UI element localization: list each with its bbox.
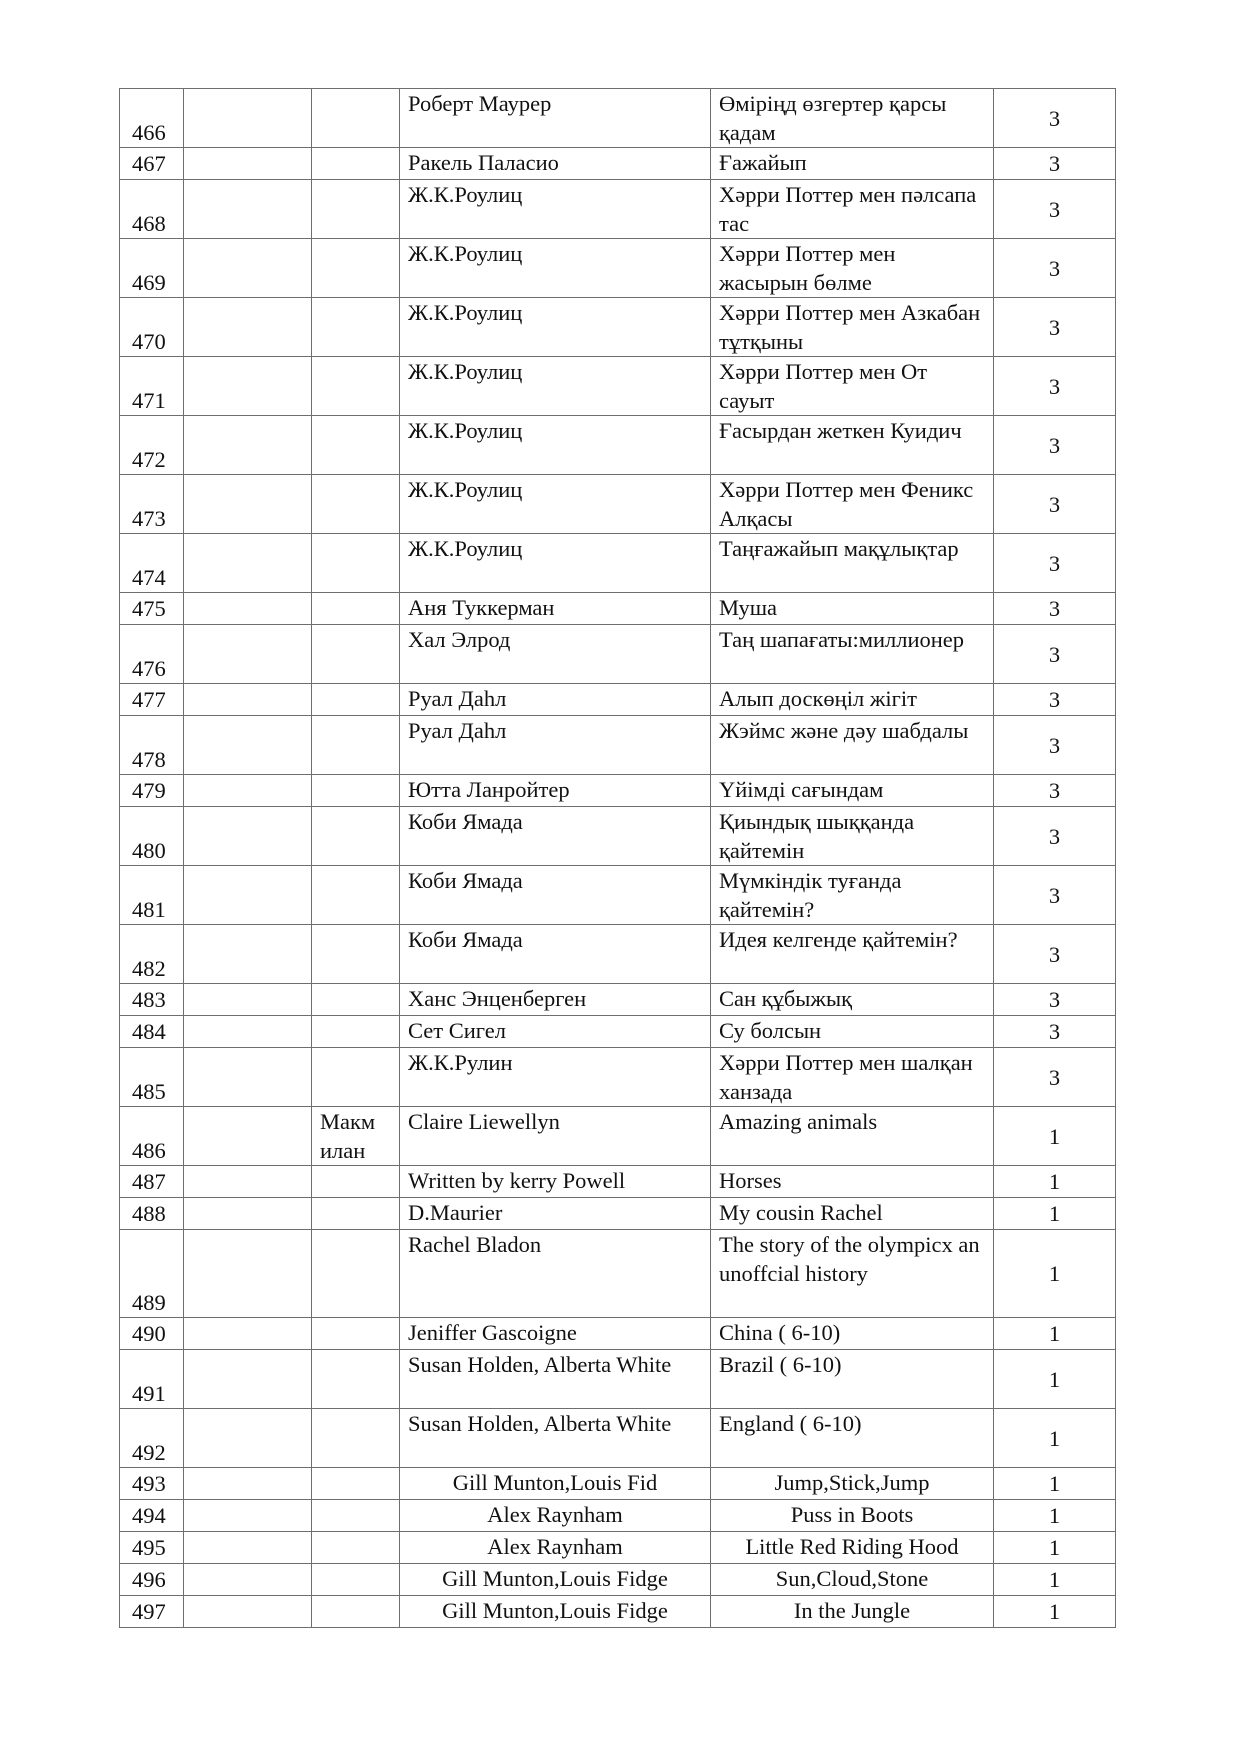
publisher-cell: [312, 148, 400, 180]
publisher-cell: [312, 1596, 400, 1628]
book-title-cell: Sun,Cloud,Stone: [711, 1564, 994, 1596]
quantity-cell: 1: [994, 1318, 1116, 1350]
row-number-cell: 479: [120, 775, 184, 807]
book-title-cell: Су болсын: [711, 1016, 994, 1048]
book-title-cell: Жэймс және дәу шабдалы: [711, 716, 994, 775]
row-number-cell: 482: [120, 925, 184, 984]
row-number-cell: 477: [120, 684, 184, 716]
empty-column-cell: [184, 239, 312, 298]
row-number-cell: 481: [120, 866, 184, 925]
empty-column-cell: [184, 684, 312, 716]
table-row: [120, 984, 1116, 1016]
table-row: [120, 807, 1116, 866]
book-title-cell: Муша: [711, 593, 994, 625]
quantity-cell: 3: [994, 180, 1116, 239]
empty-column-cell: [184, 775, 312, 807]
publisher-cell: [312, 1318, 400, 1350]
author-cell: Ж.К.Роулиц: [400, 416, 711, 475]
table-row: [120, 716, 1116, 775]
quantity-cell: 1: [994, 1500, 1116, 1532]
quantity-cell: 1: [994, 1532, 1116, 1564]
empty-column-cell: [184, 357, 312, 416]
book-title-cell: Қиындық шыққанда қайтемін: [711, 807, 994, 866]
author-cell: Claire Liewellyn: [400, 1107, 711, 1166]
book-title-cell: Little Red Riding Hood: [711, 1532, 994, 1564]
quantity-cell: 3: [994, 866, 1116, 925]
author-cell: Gill Munton,Louis Fidge: [400, 1596, 711, 1628]
author-cell: Ракель Паласио: [400, 148, 711, 180]
book-title-cell: Хәрри Поттер мен шалқан ханзада: [711, 1048, 994, 1107]
row-number-cell: 476: [120, 625, 184, 684]
empty-column-cell: [184, 534, 312, 593]
empty-column-cell: [184, 1564, 312, 1596]
publisher-cell: [312, 807, 400, 866]
publisher-cell: [312, 1230, 400, 1318]
book-title-cell: China ( 6-10): [711, 1318, 994, 1350]
author-cell: Ж.К.Роулиц: [400, 475, 711, 534]
row-number-cell: 488: [120, 1198, 184, 1230]
book-title-cell: My cousin Rachel: [711, 1198, 994, 1230]
empty-column-cell: [184, 1350, 312, 1409]
author-cell: Jeniffer Gascoigne: [400, 1318, 711, 1350]
quantity-cell: 1: [994, 1230, 1116, 1318]
empty-column-cell: [184, 180, 312, 239]
table-row: [120, 684, 1116, 716]
quantity-cell: 1: [994, 1350, 1116, 1409]
author-cell: Alex Raynham: [400, 1532, 711, 1564]
table-row: [120, 1048, 1116, 1107]
author-cell: Ютта Ланройтер: [400, 775, 711, 807]
quantity-cell: 1: [994, 1166, 1116, 1198]
author-cell: Руал Даһл: [400, 684, 711, 716]
publisher-cell: [312, 180, 400, 239]
publisher-cell: [312, 298, 400, 357]
author-cell: Gill Munton,Louis Fid: [400, 1468, 711, 1500]
book-title-cell: Хәрри Поттер мен От сауыт: [711, 357, 994, 416]
author-cell: Коби Ямада: [400, 807, 711, 866]
publisher-cell: [312, 1166, 400, 1198]
row-number-cell: 470: [120, 298, 184, 357]
empty-column-cell: [184, 475, 312, 534]
table-row: [120, 357, 1116, 416]
empty-column-cell: [184, 416, 312, 475]
quantity-cell: 3: [994, 716, 1116, 775]
author-cell: Rachel Bladon: [400, 1230, 711, 1318]
empty-column-cell: [184, 866, 312, 925]
publisher-cell: [312, 984, 400, 1016]
book-title-cell: Ғасырдан жеткен Куидич: [711, 416, 994, 475]
empty-column-cell: [184, 1198, 312, 1230]
quantity-cell: 1: [994, 1468, 1116, 1500]
publisher-cell: [312, 1564, 400, 1596]
author-cell: Коби Ямада: [400, 925, 711, 984]
author-cell: Ж.К.Роулиц: [400, 357, 711, 416]
publisher-cell: [312, 1409, 400, 1468]
empty-column-cell: [184, 1532, 312, 1564]
quantity-cell: 3: [994, 593, 1116, 625]
publisher-cell: [312, 1198, 400, 1230]
table-row: [120, 1409, 1116, 1468]
book-inventory-table: [119, 88, 1116, 1628]
publisher-cell: [312, 866, 400, 925]
table-row: [120, 1198, 1116, 1230]
publisher-cell: [312, 625, 400, 684]
book-title-cell: Хәрри Поттер мен Феникс Алқасы: [711, 475, 994, 534]
book-title-cell: Өміріңд өзгертер қарсы қадам: [711, 89, 994, 148]
publisher-cell: [312, 1532, 400, 1564]
publisher-cell: [312, 357, 400, 416]
row-number-cell: 469: [120, 239, 184, 298]
author-cell: Аня Туккерман: [400, 593, 711, 625]
publisher-cell: [312, 239, 400, 298]
book-title-cell: The story of the olympicx an unoffcial history: [711, 1230, 994, 1318]
publisher-cell: [312, 1048, 400, 1107]
row-number-cell: 472: [120, 416, 184, 475]
author-cell: Сет Сигел: [400, 1016, 711, 1048]
row-number-cell: 474: [120, 534, 184, 593]
row-number-cell: 480: [120, 807, 184, 866]
book-title-cell: Ғажайып: [711, 148, 994, 180]
empty-column-cell: [184, 89, 312, 148]
quantity-cell: 1: [994, 1198, 1116, 1230]
quantity-cell: 3: [994, 416, 1116, 475]
table-row: [120, 1532, 1116, 1564]
publisher-cell: [312, 593, 400, 625]
table-row: [120, 180, 1116, 239]
table-row: [120, 416, 1116, 475]
quantity-cell: 3: [994, 684, 1116, 716]
book-title-cell: Таң шапағаты:миллионер: [711, 625, 994, 684]
quantity-cell: 3: [994, 475, 1116, 534]
empty-column-cell: [184, 1166, 312, 1198]
empty-column-cell: [184, 1318, 312, 1350]
row-number-cell: 486: [120, 1107, 184, 1166]
table-row: [120, 775, 1116, 807]
author-cell: Ж.К.Роулиц: [400, 298, 711, 357]
empty-column-cell: [184, 1500, 312, 1532]
empty-column-cell: [184, 716, 312, 775]
author-cell: D.Maurier: [400, 1198, 711, 1230]
author-cell: Руал Даһл: [400, 716, 711, 775]
empty-column-cell: [184, 593, 312, 625]
quantity-cell: 3: [994, 925, 1116, 984]
publisher-cell: Макм илан: [312, 1107, 400, 1166]
book-title-cell: Jump,Stick,Jump: [711, 1468, 994, 1500]
empty-column-cell: [184, 1596, 312, 1628]
table-row: [120, 1016, 1116, 1048]
book-title-cell: England ( 6-10): [711, 1409, 994, 1468]
row-number-cell: 478: [120, 716, 184, 775]
table-row: [120, 1318, 1116, 1350]
quantity-cell: 3: [994, 775, 1116, 807]
empty-column-cell: [184, 1468, 312, 1500]
quantity-cell: 1: [994, 1564, 1116, 1596]
table-row: [120, 1564, 1116, 1596]
publisher-cell: [312, 1500, 400, 1532]
author-cell: Ж.К.Роулиц: [400, 534, 711, 593]
publisher-cell: [312, 716, 400, 775]
row-number-cell: 493: [120, 1468, 184, 1500]
table-row: [120, 593, 1116, 625]
table-row: [120, 1350, 1116, 1409]
row-number-cell: 490: [120, 1318, 184, 1350]
author-cell: Ж.К.Рулин: [400, 1048, 711, 1107]
row-number-cell: 467: [120, 148, 184, 180]
publisher-cell: [312, 475, 400, 534]
quantity-cell: 3: [994, 1016, 1116, 1048]
table-row: [120, 1596, 1116, 1628]
author-cell: Ханс Энценберген: [400, 984, 711, 1016]
table-body: [120, 89, 1116, 1628]
table-row: [120, 239, 1116, 298]
row-number-cell: 492: [120, 1409, 184, 1468]
author-cell: Written by kerry Powell: [400, 1166, 711, 1198]
row-number-cell: 487: [120, 1166, 184, 1198]
book-title-cell: Хәрри Поттер мен жасырын бөлме: [711, 239, 994, 298]
row-number-cell: 495: [120, 1532, 184, 1564]
table-row: [120, 475, 1116, 534]
empty-column-cell: [184, 807, 312, 866]
quantity-cell: 3: [994, 298, 1116, 357]
author-cell: Ж.К.Роулиц: [400, 239, 711, 298]
quantity-cell: 3: [994, 984, 1116, 1016]
book-title-cell: Хәрри Поттер мен пәлсапа тас: [711, 180, 994, 239]
empty-column-cell: [184, 984, 312, 1016]
quantity-cell: 3: [994, 239, 1116, 298]
table-row: [120, 89, 1116, 148]
quantity-cell: 3: [994, 534, 1116, 593]
author-cell: Роберт Маурер: [400, 89, 711, 148]
book-title-cell: In the Jungle: [711, 1596, 994, 1628]
empty-column-cell: [184, 925, 312, 984]
author-cell: Susan Holden, Alberta White: [400, 1409, 711, 1468]
row-number-cell: 489: [120, 1230, 184, 1318]
book-title-cell: Алып доскөңіл жігіт: [711, 684, 994, 716]
row-number-cell: 484: [120, 1016, 184, 1048]
row-number-cell: 497: [120, 1596, 184, 1628]
empty-column-cell: [184, 1016, 312, 1048]
publisher-cell: [312, 684, 400, 716]
author-cell: Хал Элрод: [400, 625, 711, 684]
row-number-cell: 471: [120, 357, 184, 416]
book-title-cell: Horses: [711, 1166, 994, 1198]
publisher-cell: [312, 925, 400, 984]
quantity-cell: 3: [994, 89, 1116, 148]
author-cell: Alex Raynham: [400, 1500, 711, 1532]
book-title-cell: Үйімді сағындам: [711, 775, 994, 807]
publisher-cell: [312, 534, 400, 593]
book-title-cell: Идея келгенде қайтемін?: [711, 925, 994, 984]
quantity-cell: 3: [994, 357, 1116, 416]
publisher-cell: [312, 89, 400, 148]
publisher-cell: [312, 1468, 400, 1500]
table-row: [120, 625, 1116, 684]
table-row: [120, 298, 1116, 357]
empty-column-cell: [184, 148, 312, 180]
empty-column-cell: [184, 298, 312, 357]
table-row: [120, 1107, 1116, 1166]
table-row: [120, 148, 1116, 180]
author-cell: Gill Munton,Louis Fidge: [400, 1564, 711, 1596]
row-number-cell: 483: [120, 984, 184, 1016]
table-row: [120, 866, 1116, 925]
row-number-cell: 473: [120, 475, 184, 534]
table-row: [120, 534, 1116, 593]
publisher-cell: [312, 416, 400, 475]
author-cell: Коби Ямада: [400, 866, 711, 925]
book-title-cell: Puss in Boots: [711, 1500, 994, 1532]
table-row: [120, 925, 1116, 984]
quantity-cell: 3: [994, 807, 1116, 866]
book-title-cell: Таңғажайып мақұлықтар: [711, 534, 994, 593]
quantity-cell: 1: [994, 1596, 1116, 1628]
publisher-cell: [312, 1016, 400, 1048]
book-title-cell: Brazil ( 6-10): [711, 1350, 994, 1409]
publisher-cell: [312, 775, 400, 807]
empty-column-cell: [184, 1409, 312, 1468]
table-row: [120, 1500, 1116, 1532]
table-row: [120, 1468, 1116, 1500]
quantity-cell: 1: [994, 1409, 1116, 1468]
empty-column-cell: [184, 625, 312, 684]
book-title-cell: Хәрри Поттер мен Азкабан тұтқыны: [711, 298, 994, 357]
row-number-cell: 468: [120, 180, 184, 239]
quantity-cell: 3: [994, 1048, 1116, 1107]
table-row: [120, 1230, 1116, 1318]
empty-column-cell: [184, 1230, 312, 1318]
empty-column-cell: [184, 1107, 312, 1166]
quantity-cell: 3: [994, 625, 1116, 684]
quantity-cell: 1: [994, 1107, 1116, 1166]
row-number-cell: 491: [120, 1350, 184, 1409]
quantity-cell: 3: [994, 148, 1116, 180]
row-number-cell: 475: [120, 593, 184, 625]
book-title-cell: Мүмкіндік туғанда қайтемін?: [711, 866, 994, 925]
table-row: [120, 1166, 1116, 1198]
book-title-cell: Сан құбыжық: [711, 984, 994, 1016]
row-number-cell: 494: [120, 1500, 184, 1532]
row-number-cell: 485: [120, 1048, 184, 1107]
empty-column-cell: [184, 1048, 312, 1107]
row-number-cell: 496: [120, 1564, 184, 1596]
author-cell: Ж.К.Роулиц: [400, 180, 711, 239]
row-number-cell: 466: [120, 89, 184, 148]
book-title-cell: Amazing animals: [711, 1107, 994, 1166]
author-cell: Susan Holden, Alberta White: [400, 1350, 711, 1409]
publisher-cell: [312, 1350, 400, 1409]
